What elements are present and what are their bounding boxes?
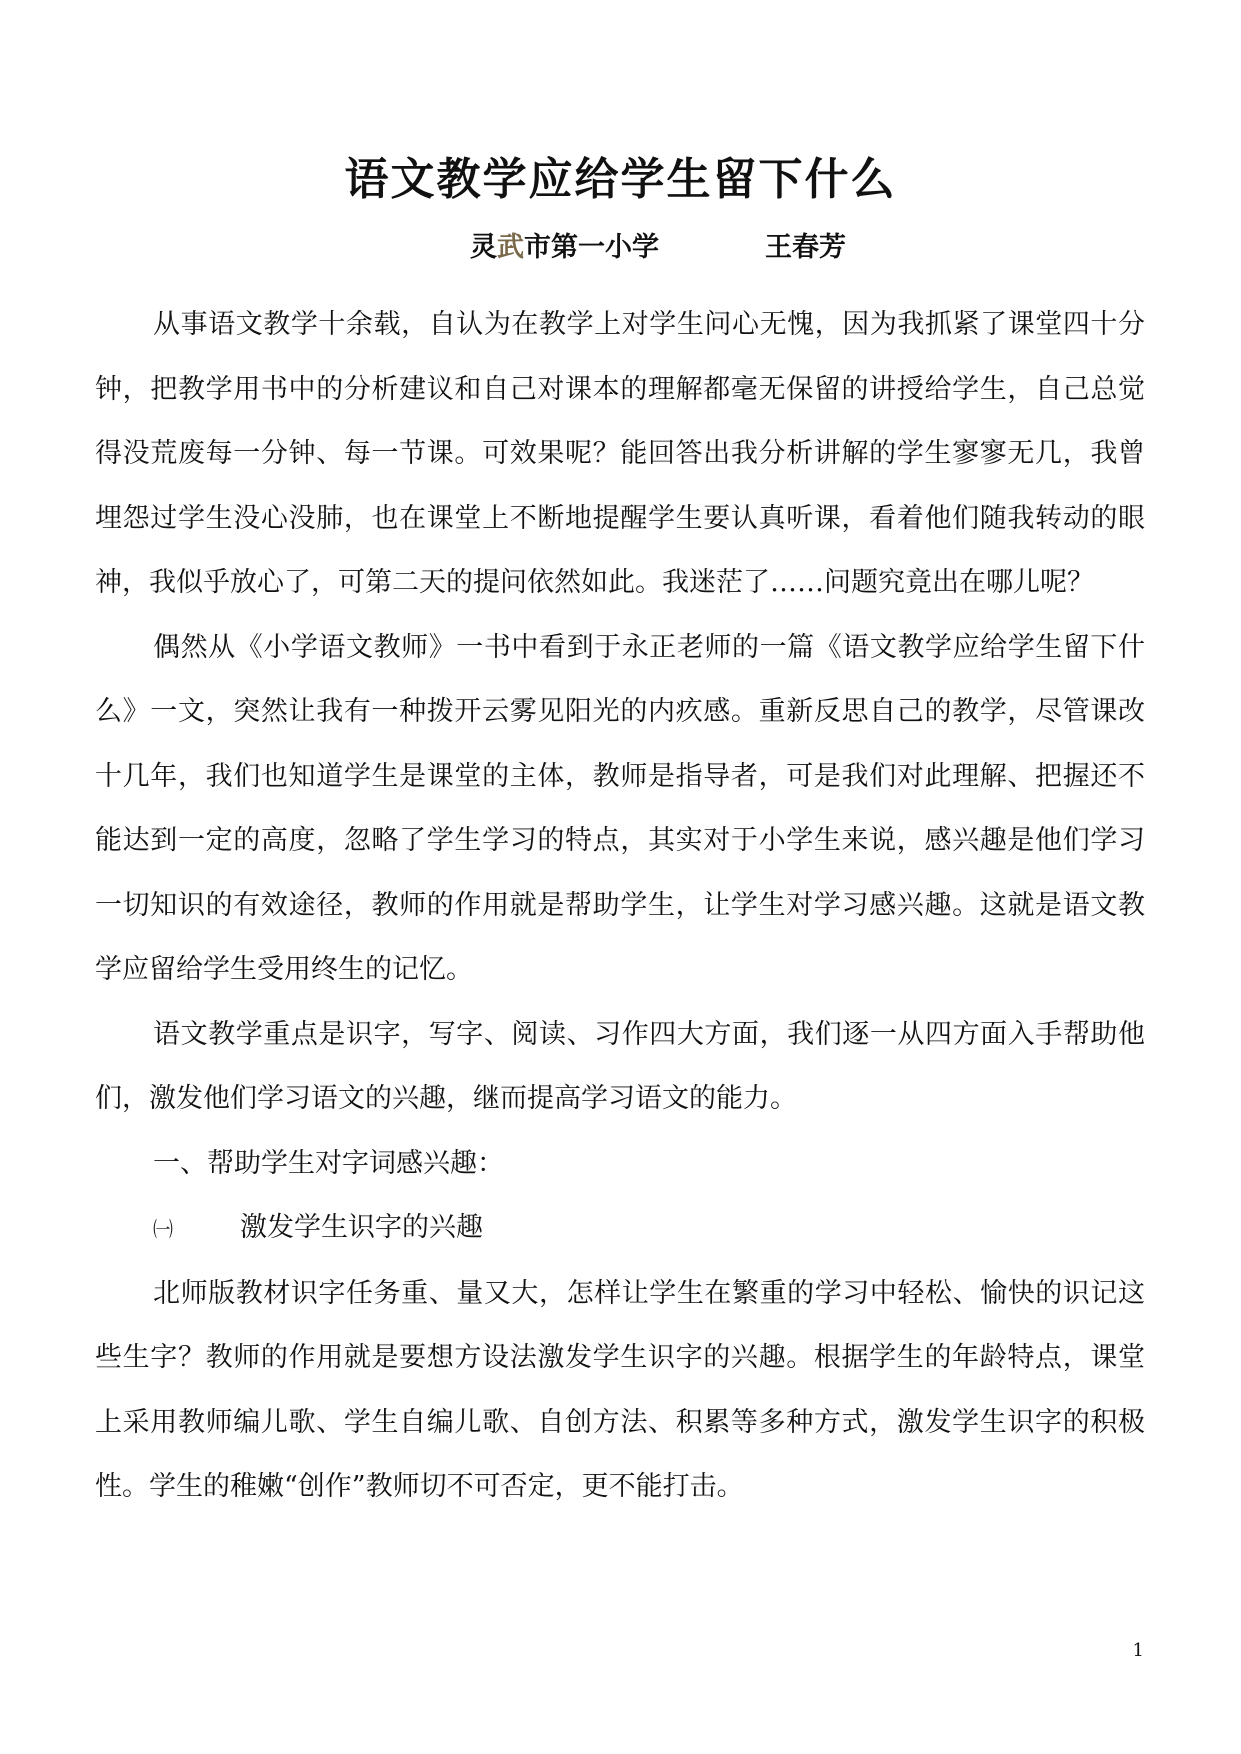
subsection-number: ㈠ <box>153 1217 173 1241</box>
paragraph-2: 偶然从《小学语文教师》一书中看到于永正老师的一篇《语文教学应给学生留下什么》一文，突然让我有一种拨开云雾见阳光的内疚感。重新反思自己的教学，尽管课改十几年，我们也知道学生是课堂的主体，教师是指导者，可是我们对此理解、把握还不能达到一定的高度，忽略了学生学习的特点，其实对于小学生来说，感兴趣是他们学习一切知识的有效途径，教师的作用就是帮助学生，让学生对学习感兴趣。这就是语文教学应留给学生受用终生的记忆。 <box>95 631 1145 985</box>
section-heading: 一、帮助学生对字词感兴趣： <box>153 1147 504 1179</box>
subsection-title: 激发学生识字的兴趣 <box>240 1212 483 1243</box>
school-prefix: 灵 <box>470 232 497 263</box>
document-title: 语文教学应给学生留下什么 <box>344 154 897 205</box>
school-suffix: 市第一小学 <box>524 232 659 263</box>
subsection-heading <box>95 1196 1145 1262</box>
author-name: 王春芳 <box>765 232 846 263</box>
document-body <box>95 293 1145 1520</box>
paragraph-3: 语文教学重点是识字，写字、阅读、习作四大方面，我们逐一从四方面入手帮助他们，激发他们学习语文的兴趣，继而提高学习语文的能力。 <box>95 1018 1145 1114</box>
paragraph-4: 北师版教材识字任务重、量又大，怎样让学生在繁重的学习中轻松、愉快的识记这些生字？教师的作用就是要想方设法激发学生识字的兴趣。根据学生的年龄特点，课堂上采用教师编儿歌、学生自编儿歌、自创方法、积累等多种方式，激发学生识字的积极性。学生的稚嫩“创作”教师切不可否定，更不能打击。 <box>95 1277 1145 1502</box>
page-number: 1 <box>1132 1640 1144 1661</box>
school-highlight: 武 <box>497 232 524 263</box>
paragraph-1: 从事语文教学十余载，自认为在教学上对学生问心无愧，因为我抓紧了课堂四十分钟，把教学用书中的分析建议和自己对课本的理解都毫无保留的讲授给学生，自己总觉得没荒废每一分钟、每一节课。可效果呢？能回答出我分析讲解的学生寥寥无几，我曾埋怨过学生没心没肺，也在课堂上不断地提醒学生要认真听课，看着他们随我转动的眼神，我似乎放心了，可第二天的提问依然如此。我迷茫了……问题究竟出在哪儿呢？ <box>95 309 1145 598</box>
school-name <box>470 228 659 268</box>
